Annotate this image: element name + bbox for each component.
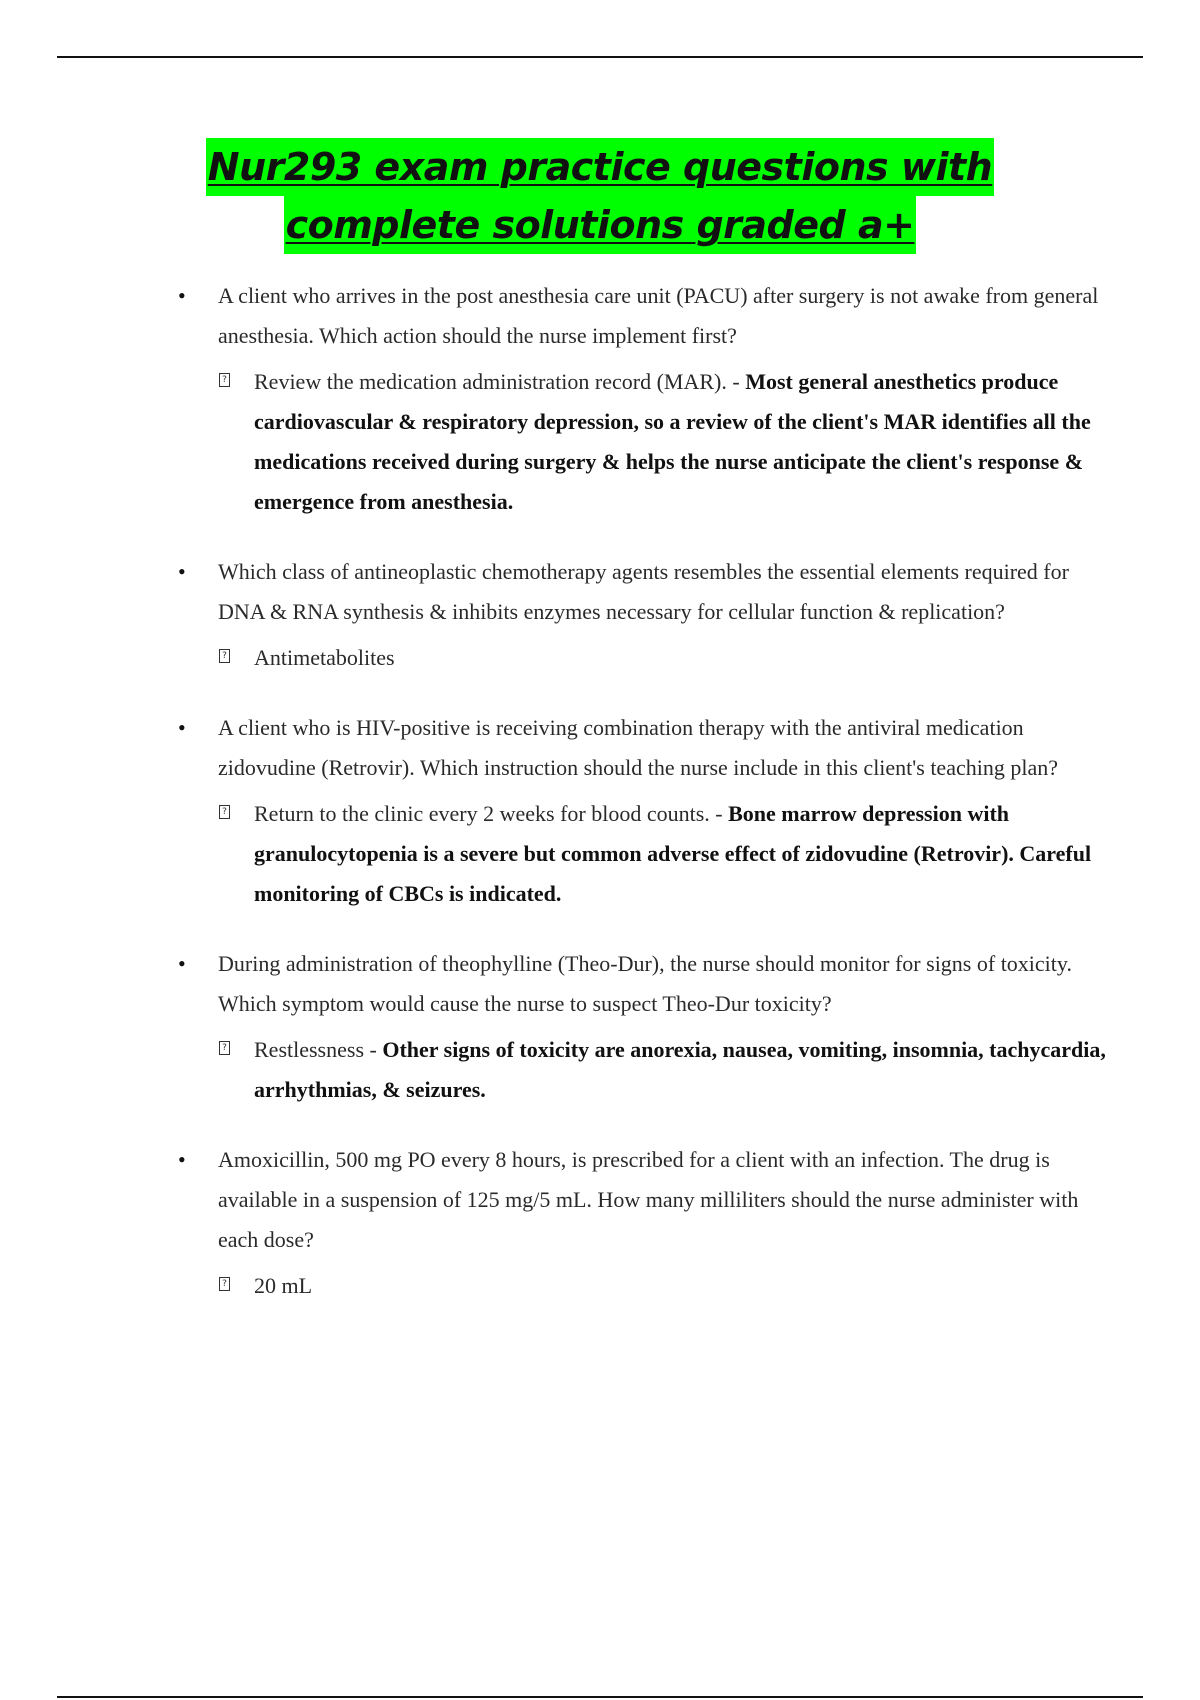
answer-box-icon: ? xyxy=(219,649,230,663)
answer-item xyxy=(178,794,1108,914)
question-item xyxy=(178,276,1108,356)
question-text: Amoxicillin, 500 mg PO every 8 hours, is prescribed for a client with an infection. The drug is available in a suspension of 125 mg/5 mL. How many milliliters should the nurse administer with each dose? xyxy=(218,1147,1079,1252)
answer-separator: - xyxy=(709,801,729,826)
answer-explanation: Other signs of toxicity are anorexia, nausea, vomiting, insomnia, tachycardia, arrhythmias, & seizures. xyxy=(254,1037,1106,1102)
title-line-1: Nur293 exam practice questions with xyxy=(206,138,994,196)
question-item xyxy=(178,1140,1108,1260)
answer-text: Return to the clinic every 2 weeks for blood counts. xyxy=(254,801,710,826)
answer-explanation: Most general anesthetics produce cardiovascular & respiratory depression, so a review of the client's MAR identifies all the medications received during surgery & helps the nurse anticipate the client's response & emergence from anesthesia. xyxy=(254,369,1091,514)
bottom-rule xyxy=(57,1696,1143,1698)
bullet-icon: • xyxy=(178,283,186,308)
answer-separator: - xyxy=(364,1037,383,1062)
answer-separator: - xyxy=(726,369,746,394)
question-text: Which class of antineoplastic chemotherapy agents resembles the essential elements required for DNA & RNA synthesis & inhibits enzymes necessary for cellular function & replication? xyxy=(218,559,1069,624)
answer-item xyxy=(178,362,1108,522)
answer-box-icon: ? xyxy=(219,373,230,387)
page-title xyxy=(150,138,1050,254)
question-list xyxy=(178,276,1108,1306)
top-rule xyxy=(57,56,1143,58)
answer-text: Review the medication administration record (MAR). xyxy=(254,369,727,394)
question-text: A client who arrives in the post anesthesia care unit (PACU) after surgery is not awake from general anesthesia. Which action should the nurse implement first? xyxy=(218,283,1099,348)
answer-text: 20 mL xyxy=(254,1273,313,1298)
question-text: A client who is HIV-positive is receiving combination therapy with the antiviral medication zidovudine (Retrovir). Which instruction should the nurse include in this client's teaching plan? xyxy=(218,715,1058,780)
answer-explanation: Bone marrow depression with granulocytopenia is a severe but common adverse effect of zidovudine (Retrovir). Careful monitoring of CBCs is indicated. xyxy=(254,801,1092,906)
bullet-icon: • xyxy=(178,1147,186,1172)
answer-item xyxy=(178,1030,1108,1110)
answer-item xyxy=(178,638,1108,678)
bullet-icon: • xyxy=(178,715,186,740)
title-line-2: complete solutions graded a+ xyxy=(284,196,917,254)
answer-box-icon: ? xyxy=(219,805,230,819)
answer-text: Restlessness xyxy=(254,1037,364,1062)
question-item xyxy=(178,552,1108,632)
answer-box-icon: ? xyxy=(219,1041,230,1055)
bullet-icon: • xyxy=(178,559,186,584)
question-text: During administration of theophylline (Theo-Dur), the nurse should monitor for signs of toxicity. Which symptom would cause the nurse to suspect Theo-Dur toxicity? xyxy=(218,951,1072,1016)
answer-text: Antimetabolites xyxy=(254,645,395,670)
question-item xyxy=(178,708,1108,788)
answer-box-icon: ? xyxy=(219,1277,230,1291)
answer-item xyxy=(178,1266,1108,1306)
question-item xyxy=(178,944,1108,1024)
bullet-icon: • xyxy=(178,951,186,976)
